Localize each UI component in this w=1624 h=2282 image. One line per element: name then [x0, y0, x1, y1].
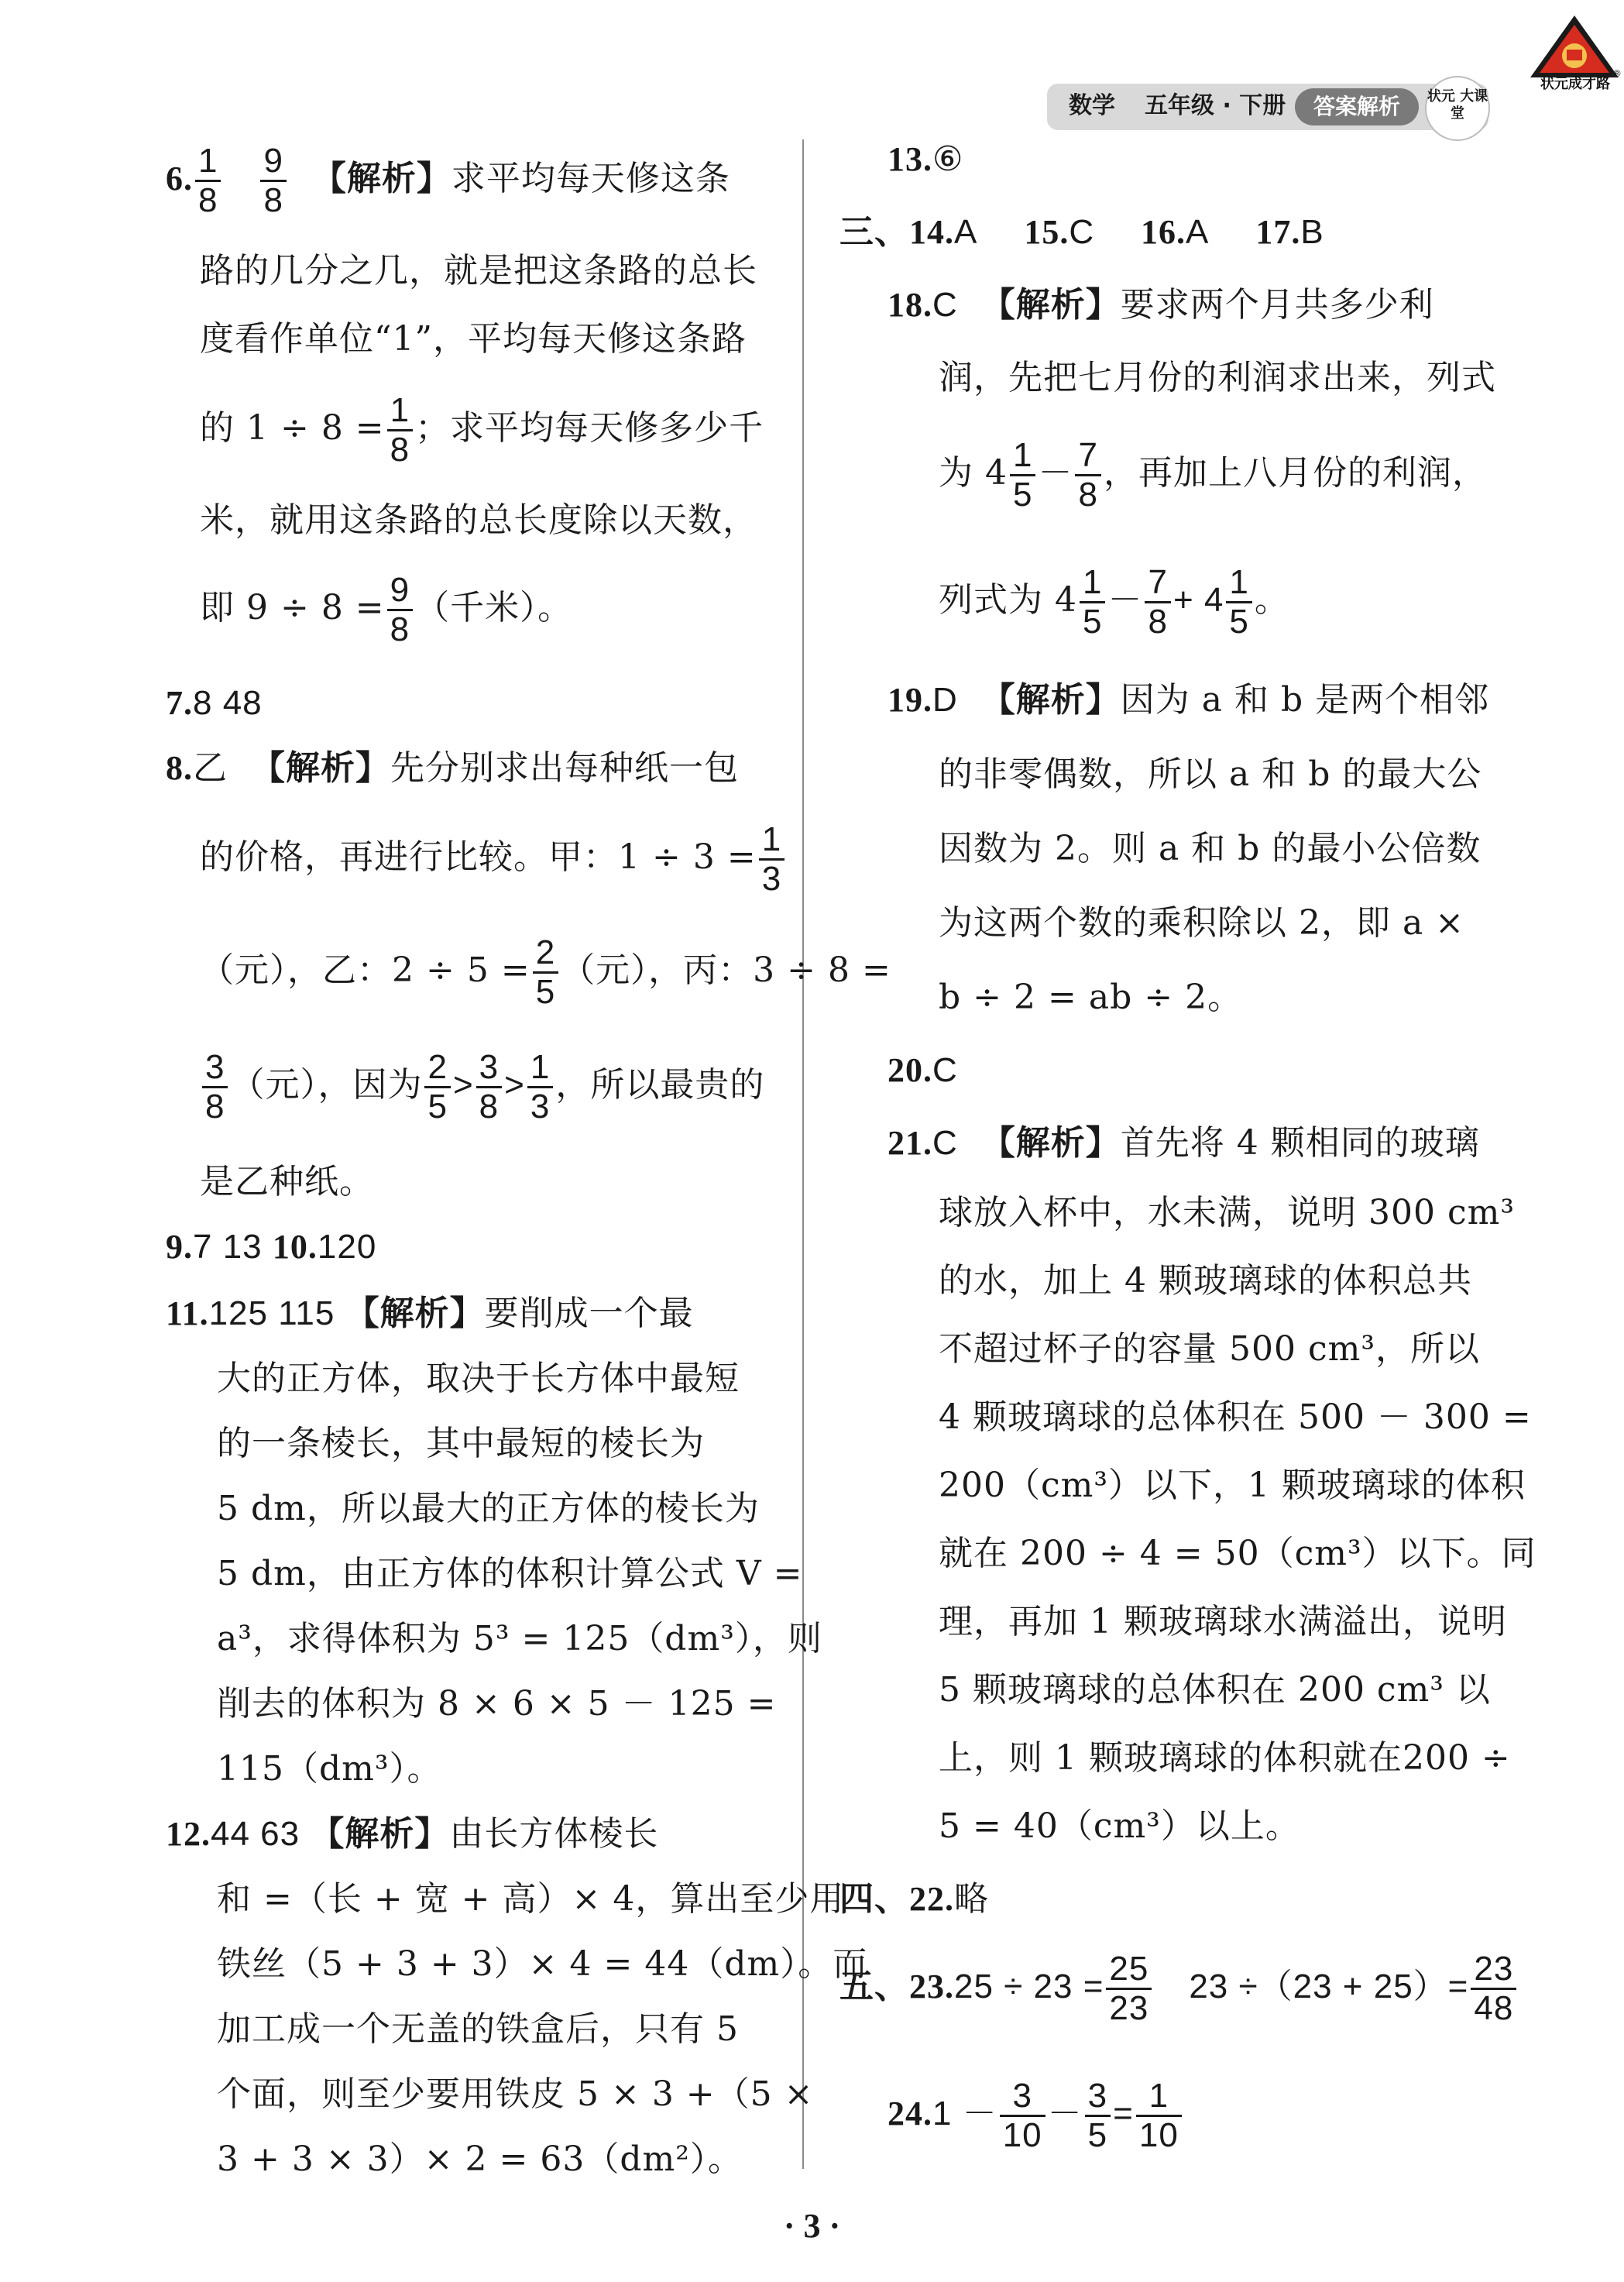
fraction: $\frac{1}{8}$ — [387, 392, 413, 469]
q20-line: 20.C — [888, 1051, 958, 1089]
q12-line2: 和 =（长 + 宽 + 高）× 4，算出至少用 — [217, 1879, 845, 1919]
q24-line: 24.1 － $\frac{3}{10}$ － $\frac{3}{5}$ = $\frac{1}{10}$ — [888, 2078, 1184, 2154]
q21-line8: 理，再加 1 颗玻璃球水满溢出，说明 — [939, 1602, 1507, 1641]
fraction: $\frac{3}{5}$ — [1085, 2078, 1111, 2154]
analysis-tag: 【解析】 — [311, 159, 451, 198]
q8-line4: $\frac{3}{8}$ （元），因为 $\frac{2}{5}$ > $\frac{3}{8}$ > $\frac{1}{3}$ ，所以最贵的 — [200, 1049, 764, 1126]
fraction: $\frac{3}{10}$ — [1000, 2078, 1045, 2154]
q11-line6: a³，求得体积为 5³ = 125（dm³），则 — [217, 1619, 822, 1658]
fraction: $\frac{7}{8}$ — [1145, 564, 1170, 641]
analysis-tag: 【解析】 — [980, 285, 1121, 325]
fraction: $\frac{1}{5}$ — [1226, 564, 1251, 641]
fraction: $\frac{1}{3}$ — [527, 1049, 553, 1126]
q8-line3: （元），乙：2 ÷ 5 = $\frac{2}{5}$ （元），丙：3 ÷ 8 = — [200, 933, 891, 1011]
fraction: $\frac{2}{5}$ — [424, 1049, 450, 1126]
q6-line2: 路的几分之几，就是把这条路的总长 — [200, 251, 757, 290]
analysis-tag: 【解析】 — [310, 1814, 450, 1854]
q6-line5: 米，就用这条路的总长度除以天数， — [200, 500, 757, 540]
q21-line9: 5 颗玻璃球的总体积在 200 cm³ 以 — [939, 1670, 1491, 1710]
subject-label: 数学 — [1069, 92, 1115, 119]
logo-text: 状元成才路 — [1540, 76, 1610, 92]
fraction: $\frac{9}{8}$ — [387, 572, 413, 648]
brand-circle: 状元 大课堂 — [1425, 76, 1490, 141]
q11-line2: 大的正方体，取决于长方体中最短 — [217, 1359, 740, 1398]
q21-line11: 5 = 40（cm³）以上。 — [939, 1806, 1300, 1846]
q8-line2: 的价格，再进行比较。甲：1 ÷ 3 = $\frac{1}{3}$ — [200, 821, 787, 898]
section3-line: 三、14.A 15.C 16.A 17.B — [839, 212, 1324, 252]
q9-q10-line: 9.7 13 10.120 — [166, 1228, 377, 1266]
q11-line4: 5 dm，所以最大的正方体的棱长为 — [217, 1489, 760, 1528]
q11-line1: 11.125 115 【解析】要削成一个最 — [166, 1294, 694, 1333]
grade-label: 五年级 · 下册 — [1145, 92, 1286, 119]
fraction: $\frac{23}{48}$ — [1471, 1950, 1516, 2027]
q21-line4: 不超过杯子的容量 500 cm³，所以 — [939, 1329, 1480, 1369]
section5-line: 五、23.25 ÷ 23 = $\frac{25}{23}$ 23 ÷（23 + 25）= $\frac{23}{48}$ — [839, 1950, 1519, 2027]
q18-line2: 润，先把七月份的利润求出来，列式 — [939, 358, 1496, 397]
q21-line7: 就在 200 ÷ 4 = 50（cm³）以下。同 — [939, 1534, 1536, 1573]
fraction: $\frac{7}{8}$ — [1075, 437, 1100, 514]
q21-line5: 4 颗玻璃球的总体积在 500 － 300 = — [939, 1397, 1532, 1437]
q8-line1: 8.乙 【解析】先分别求出每种纸一包 — [166, 748, 739, 788]
q11-line3: 的一条棱长，其中最短的棱长为 — [217, 1424, 705, 1463]
q19-line4: 为这两个数的乘积除以 2，即 a × — [939, 903, 1465, 943]
q21-line3: 的水，加上 4 颗玻璃球的体积总共 — [939, 1261, 1472, 1301]
fraction: $\frac{1}{10}$ — [1136, 2078, 1182, 2154]
q12-line3: 铁丝（5 + 3 + 3）× 4 = 44（dm）。而 — [217, 1944, 868, 1984]
fraction: $\frac{9}{8}$ — [260, 143, 286, 219]
q6-line4: 的 1 ÷ 8 = $\frac{1}{8}$ ；求平均每天修多少千 — [200, 391, 764, 469]
q18-line3: 为 4 $\frac{1}{5}$ － $\frac{7}{8}$ ，再加上八月份的利润， — [939, 436, 1487, 514]
q11-line8: 115（dm³）。 — [217, 1749, 442, 1789]
q8-line5: 是乙种纸。 — [200, 1162, 374, 1201]
q12-line1: 12.44 63 【解析】由长方体棱长 — [166, 1814, 659, 1854]
q7-line: 7.8 48 — [166, 684, 263, 722]
q12-line4: 加工成一个无盖的铁盒后，只有 5 — [217, 2009, 739, 2049]
q11-line7: 削去的体积为 8 × 6 × 5 － 125 = — [217, 1684, 777, 1724]
q11-line5: 5 dm，由正方体的体积计算公式 V = — [217, 1554, 803, 1593]
fraction: $\frac{3}{8}$ — [202, 1049, 228, 1126]
q6-line1: 6. $\frac{1}{8}$ $\frac{9}{8}$ 【解析】求平均每天修这条 — [166, 142, 730, 219]
fraction: $\frac{1}{3}$ — [759, 821, 785, 898]
fraction: $\frac{1}{8}$ — [195, 143, 221, 219]
analysis-tag: 【解析】 — [250, 748, 390, 788]
q6-line6: 即 9 ÷ 8 = $\frac{9}{8}$ （千米）。 — [200, 571, 573, 648]
fraction: $\frac{1}{5}$ — [1080, 564, 1105, 641]
q19-line5: b ÷ 2 = ab ÷ 2。 — [939, 978, 1243, 1017]
analysis-tag: 【解析】 — [980, 680, 1121, 720]
section4-line: 四、22.略 — [839, 1879, 989, 1919]
analysis-tag: 【解析】 — [980, 1123, 1121, 1163]
q6-line3: 度看作单位“1”，平均每天修这条路 — [200, 319, 747, 359]
q19-line2: 的非零偶数，所以 a 和 b 的最大公 — [939, 754, 1482, 794]
fraction: $\frac{25}{23}$ — [1106, 1950, 1152, 2027]
q21-line1: 21.C 【解析】首先将 4 颗相同的玻璃 — [888, 1123, 1480, 1163]
q21-line10: 上，则 1 颗玻璃球的体积就在200 ÷ — [939, 1738, 1511, 1778]
analysis-tag: 【解析】 — [345, 1294, 485, 1333]
q18-line4: 列式为 4 $\frac{1}{5}$ － $\frac{7}{8}$ + 4 $\frac{1}{5}$ 。 — [939, 563, 1289, 641]
fraction: $\frac{1}{5}$ — [1010, 437, 1035, 514]
q18-line1: 18.C 【解析】要求两个月共多少利 — [888, 285, 1434, 325]
q21-line2: 球放入杯中，水未满，说明 300 cm³ — [939, 1193, 1515, 1232]
answer-analysis-badge: 答案解析 — [1295, 88, 1419, 125]
registered-mark: ® — [1612, 68, 1622, 79]
q19-line1: 19.D 【解析】因为 a 和 b 是两个相邻 — [888, 680, 1490, 720]
q13-line: 13.⑥ — [888, 139, 964, 179]
q12-line6: 3 + 3 × 3）× 2 = 63（dm²）。 — [217, 2139, 743, 2179]
page-number: · 3 · — [783, 2207, 841, 2245]
q19-line3: 因数为 2。则 a 和 b 的最小公倍数 — [939, 829, 1482, 868]
fraction: $\frac{2}{5}$ — [533, 934, 558, 1011]
fraction: $\frac{3}{8}$ — [476, 1049, 502, 1126]
q12-line5: 个面，则至少要用铁皮 5 × 3 +（5 × — [217, 2074, 814, 2114]
column-divider — [802, 139, 804, 2169]
q21-line6: 200（cm³）以下，1 颗玻璃球的体积 — [939, 1466, 1526, 1505]
